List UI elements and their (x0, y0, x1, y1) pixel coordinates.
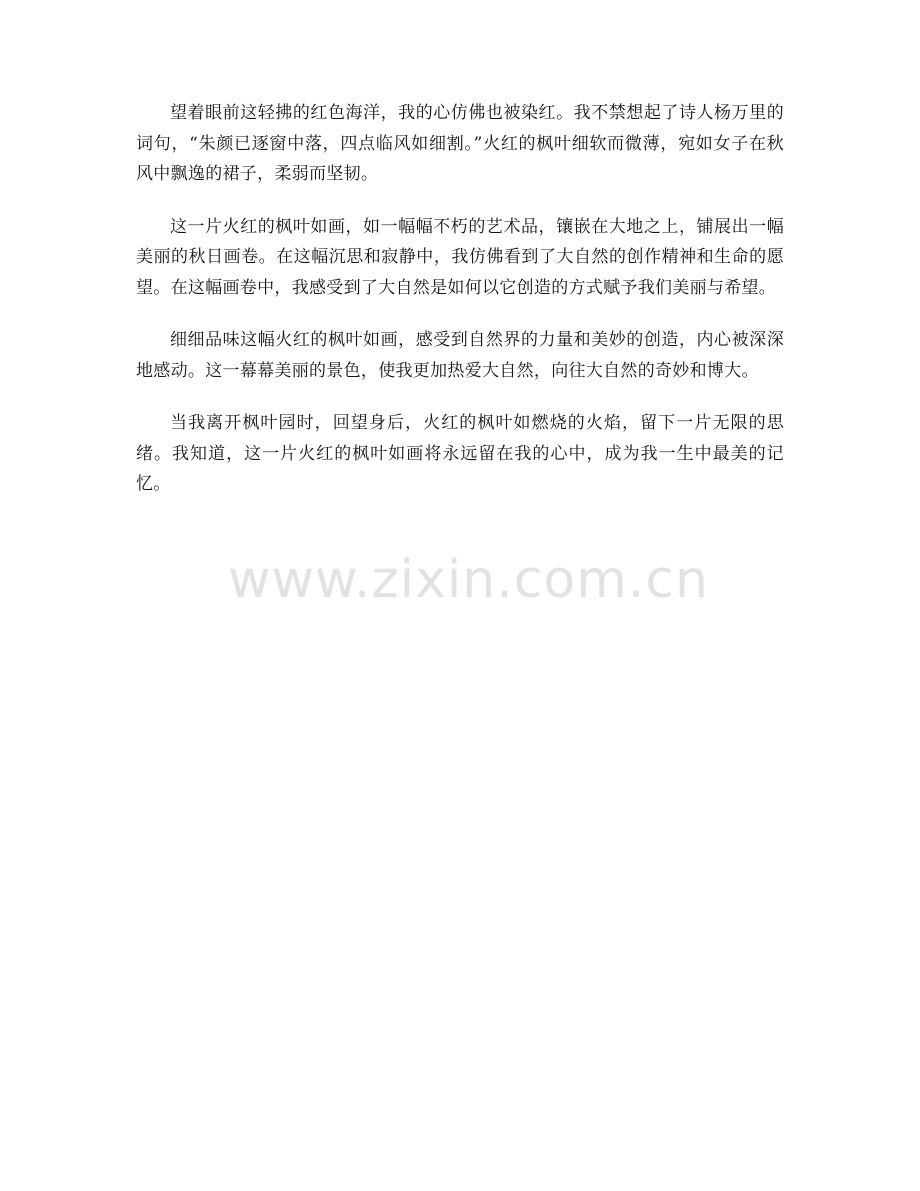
paragraph-2: 这一片火红的枫叶如画，如一幅幅不朽的艺术品，镶嵌在大地之上，铺展出一幅美丽的秋日画卷。在这幅沉思和寂静中，我仿佛看到了大自然的创作精神和生命的愿望。在这幅画卷中，我感受到了大自然是如何以它创造的方式赋予我们美丽与希望。 (136, 216, 784, 298)
document-body (136, 98, 784, 522)
paragraph-1: 望着眼前这轻拂的红色海洋，我的心仿佛也被染红。我不禁想起了诗人杨万里的词句，“朱颜已逐窗中落，四点临风如细割。”火红的枫叶细软而微薄，宛如女子在秋风中飘逸的裙子，柔弱而坚韧。 (136, 103, 784, 184)
paragraph-3: 细细品味这幅火红的枫叶如画，感受到自然界的力量和美妙的创造，内心被深深地感动。这一幕幕美丽的景色，使我更加热爱大自然，向往大自然的奇妙和博大。 (136, 330, 784, 381)
paragraph-4: 当我离开枫叶园时，回望身后，火红的枫叶如燃烧的火焰，留下一片无限的思绪。我知道，这一片火红的枫叶如画将永远留在我的心中，成为我一生中最美的记忆。 (136, 413, 784, 494)
watermark: www.zixin.com.cn (228, 550, 709, 610)
